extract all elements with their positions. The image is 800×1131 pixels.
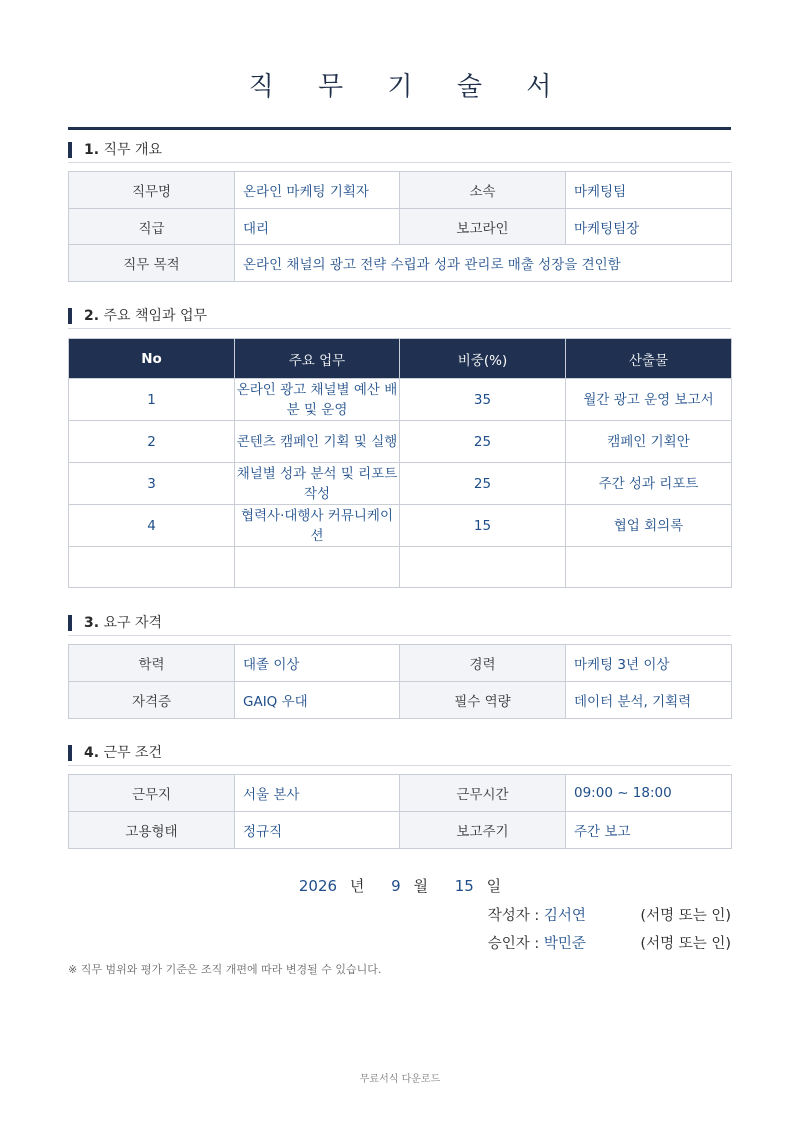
employment-type-value: 정규직 [235, 812, 400, 849]
duty-output: 주간 성과 리포트 [566, 463, 732, 505]
job-name-value: 온라인 마케팅 기획자 [235, 172, 400, 209]
writer-label: 작성자 : [487, 908, 540, 924]
title-divider [68, 127, 731, 130]
section-marker [68, 142, 72, 158]
duties-table [68, 338, 732, 588]
date-day-unit: 일 [486, 877, 502, 895]
education-value: 대졸 이상 [235, 645, 400, 682]
section-marker [68, 745, 72, 761]
rank-value: 대리 [235, 209, 400, 245]
purpose-value: 온라인 채널의 광고 전략 수립과 성과 관리로 매출 성장을 견인함 [235, 245, 732, 282]
section-number: 2. [84, 308, 100, 324]
table-row [69, 463, 732, 505]
empty-cell [400, 547, 566, 588]
duty-task: 채널별 성과 분석 및 리포트 작성 [235, 463, 400, 505]
document-title: 직 무 기 술 서 [248, 72, 570, 102]
col-header-output: 산출물 [566, 339, 732, 379]
duty-task: 콘텐츠 캠페인 기획 및 실행 [235, 421, 400, 463]
duty-weight: 25 [400, 463, 566, 505]
section-marker [68, 615, 72, 631]
table-row-empty [69, 547, 732, 588]
section-title: 요구 자격 [103, 615, 163, 631]
empty-cell [235, 547, 400, 588]
duty-weight: 15 [400, 505, 566, 547]
certificate-label: 자격증 [69, 682, 235, 719]
section-title: 근무 조건 [103, 745, 163, 761]
table-row [69, 505, 732, 547]
section-title: 직무 개요 [103, 142, 163, 158]
empty-cell [566, 547, 732, 588]
work-hours-value: 09:00 ~ 18:00 [566, 775, 732, 812]
approver-label: 승인자 : [487, 936, 540, 952]
empty-cell [69, 547, 235, 588]
approver-name: 박민준 [543, 936, 586, 952]
duty-weight: 35 [400, 379, 566, 421]
section-2-heading [68, 307, 731, 329]
date-year-unit: 년 [349, 877, 365, 895]
table-row [69, 421, 732, 463]
duty-no: 1 [69, 379, 235, 421]
table-row [69, 379, 732, 421]
section-4-heading [68, 744, 731, 766]
workplace-value: 서울 본사 [235, 775, 400, 812]
conditions-table [68, 774, 732, 849]
report-line-value: 마케팅팀장 [566, 209, 732, 245]
job-name-label: 직무명 [69, 172, 235, 209]
document-date [0, 875, 800, 896]
skill-value: 데이터 분석, 기획력 [566, 682, 732, 719]
date-month: 9 [391, 877, 401, 895]
section-number: 1. [84, 142, 100, 158]
qualifications-table [68, 644, 732, 719]
date-month-unit: 월 [413, 877, 428, 895]
skill-label: 필수 역량 [400, 682, 566, 719]
job-overview-table [68, 171, 732, 282]
report-cycle-value: 주간 보고 [566, 812, 732, 849]
purpose-label: 직무 목적 [69, 245, 235, 282]
duty-output: 캠페인 기획안 [566, 421, 732, 463]
duty-task: 온라인 광고 채널별 예산 배분 및 운영 [235, 379, 400, 421]
dept-label: 소속 [400, 172, 566, 209]
col-header-weight: 비중(%) [400, 339, 566, 379]
sign-hint: (서명 또는 인) [640, 908, 731, 924]
report-cycle-label: 보고주기 [400, 812, 566, 849]
section-3-heading [68, 614, 731, 636]
duty-task: 협력사·대행사 커뮤니케이션 [235, 505, 400, 547]
section-1-heading [68, 141, 731, 163]
education-label: 학력 [69, 645, 235, 682]
duty-weight: 25 [400, 421, 566, 463]
footer-text: 무료서식 다운로드 [359, 1074, 441, 1085]
work-hours-label: 근무시간 [400, 775, 566, 812]
date-day: 15 [454, 877, 474, 895]
career-value: 마케팅 3년 이상 [566, 645, 732, 682]
section-title: 주요 책임과 업무 [103, 308, 208, 324]
section-number: 3. [84, 615, 100, 631]
duty-no: 4 [69, 505, 235, 547]
duty-output: 협업 회의록 [566, 505, 732, 547]
writer-signature-line [488, 904, 731, 925]
date-year: 2026 [298, 877, 338, 895]
duty-no: 3 [69, 463, 235, 505]
writer-name: 김서연 [543, 908, 586, 924]
col-header-task: 주요 업무 [235, 339, 400, 379]
section-number: 4. [84, 745, 100, 761]
dept-value: 마케팅팀 [566, 172, 732, 209]
report-line-label: 보고라인 [400, 209, 566, 245]
duty-output: 월간 광고 운영 보고서 [566, 379, 732, 421]
duty-no: 2 [69, 421, 235, 463]
footnote: ※ 직무 범위와 평가 기준은 조직 개편에 따라 변경될 수 있습니다. [68, 963, 382, 976]
approver-signature-line [488, 932, 731, 953]
certificate-value: GAIQ 우대 [235, 682, 400, 719]
employment-type-label: 고용형태 [69, 812, 235, 849]
workplace-label: 근무지 [69, 775, 235, 812]
section-marker [68, 308, 72, 324]
career-label: 경력 [400, 645, 566, 682]
sign-hint: (서명 또는 인) [640, 936, 731, 952]
rank-label: 직급 [69, 209, 235, 245]
col-header-no: No [69, 339, 235, 379]
